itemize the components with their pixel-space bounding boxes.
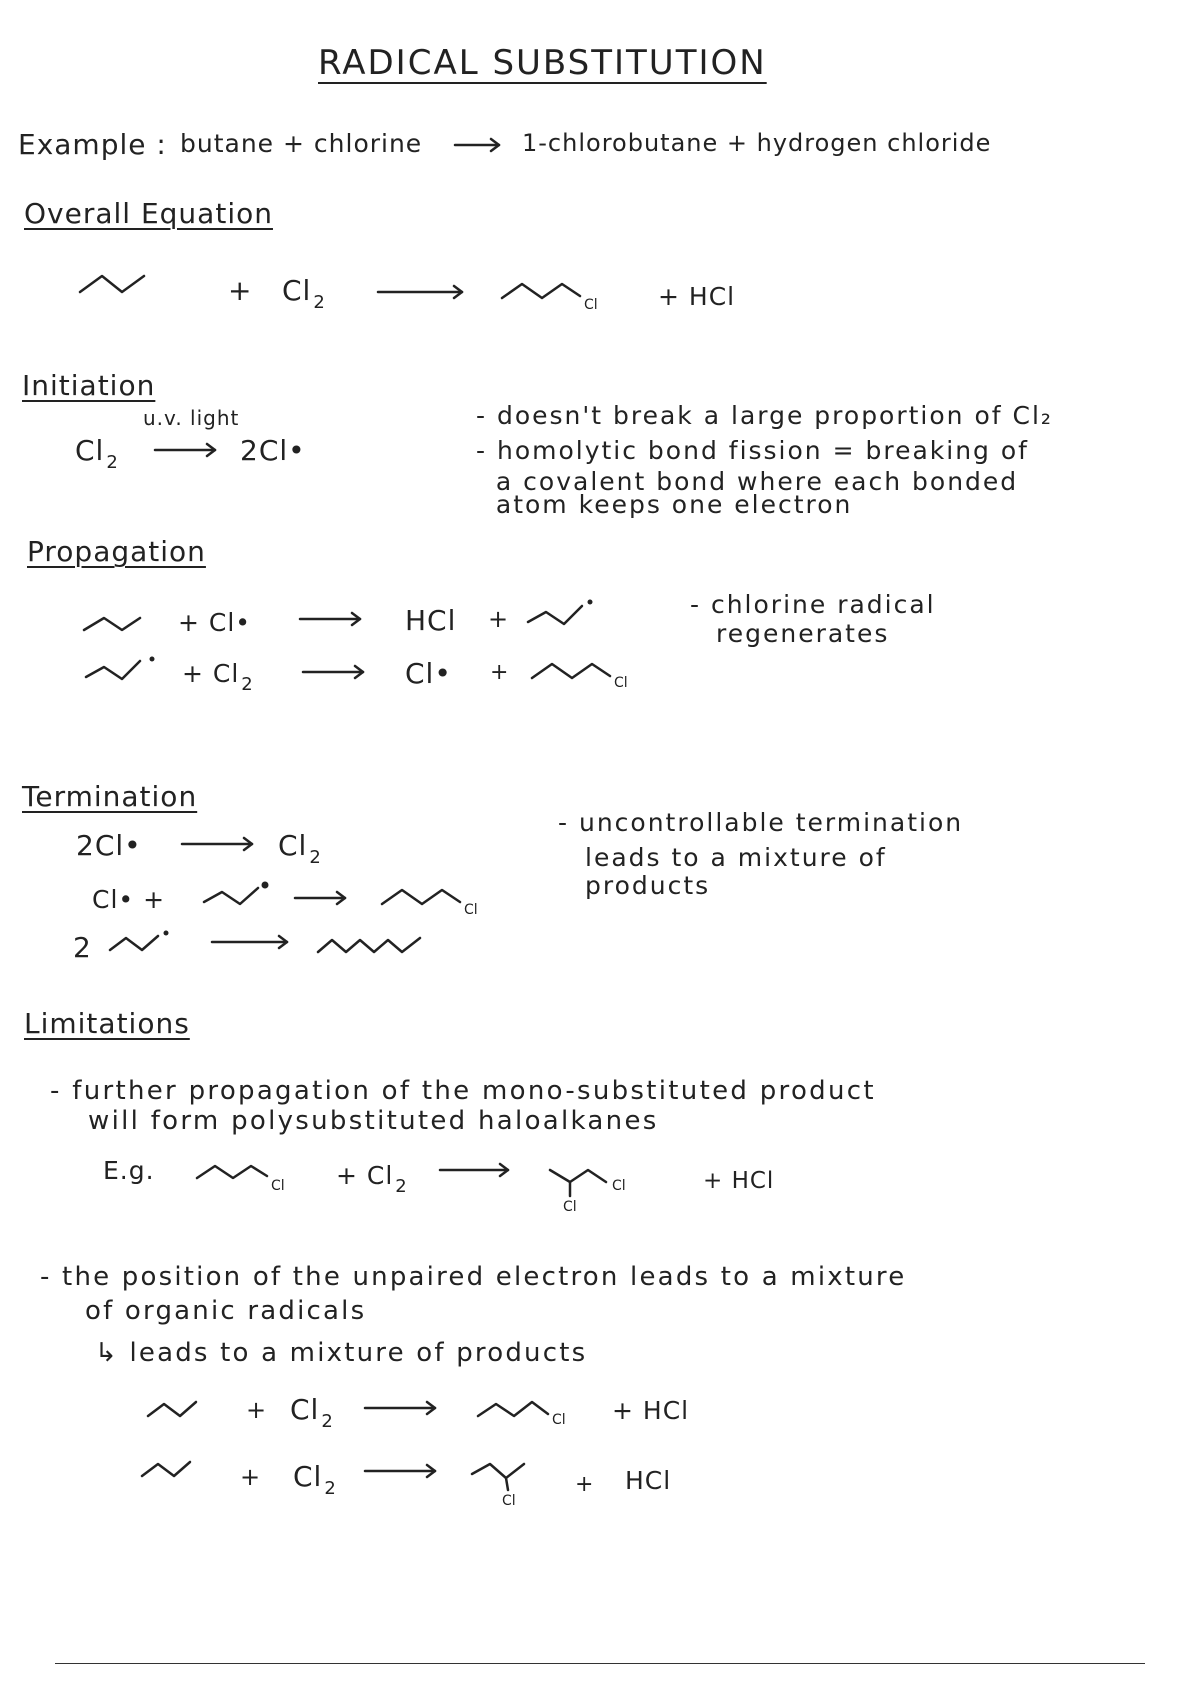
propagation-heading: Propagation [27, 535, 206, 568]
limitations-point2-line2: of organic radicals [85, 1296, 367, 1326]
eg-hcl: + HCl [703, 1168, 775, 1194]
svg-text:Cl: Cl [563, 1199, 577, 1215]
reaction-arrow [365, 1461, 440, 1481]
chlorobutane-skeletal [195, 1160, 305, 1200]
limit-eq2-plus: + [240, 1463, 262, 1491]
reaction-arrow [212, 932, 292, 952]
initiation-condition: u.v. light [143, 406, 240, 430]
propagation-eq2-product: Cl• [405, 657, 452, 690]
limit-eq1-chlorine: Cl $_2$ [290, 1393, 334, 1432]
termination-note-1: - uncontrollable termination [558, 808, 964, 837]
propagation-note-1: - chlorine radical [690, 590, 936, 619]
svg-text:Cl: Cl [502, 1493, 516, 1509]
bottom-rule [55, 1663, 1145, 1664]
example-reactants: butane + chlorine [180, 129, 423, 158]
propagation-eq2-reagent: + Cl $_2$ [182, 659, 254, 695]
svg-text:Cl: Cl [271, 1178, 285, 1194]
butyl-radical-skeletal [526, 598, 606, 638]
propagation-eq1-product: HCl [405, 604, 457, 637]
limit-eq2-plus-2: + [575, 1472, 595, 1497]
chlorobutane-skeletal [380, 880, 490, 920]
octane-skeletal [316, 932, 436, 962]
chlorobutane-skeletal [530, 656, 640, 696]
termination-note-2: leads to a mixture of [585, 843, 887, 872]
initiation-reactant: Cl $_2$ [75, 434, 119, 473]
reaction-arrow [300, 609, 365, 629]
initiation-heading: Initiation [22, 369, 156, 402]
reaction-arrow [295, 888, 350, 908]
overall-plus: + [228, 274, 253, 307]
termination-note-3: products [585, 871, 711, 900]
reaction-arrow [155, 440, 220, 460]
limitations-heading: Limitations [24, 1007, 190, 1040]
overall-chlorine: Cl $_2$ [282, 274, 326, 313]
termination-eq3-coefficient: 2 [73, 931, 92, 964]
initiation-note-2: - homolytic bond fission = breaking of [476, 436, 1029, 465]
eg-label: E.g. [103, 1156, 155, 1185]
butane-skeletal [78, 270, 158, 310]
2-chlorobutane-skeletal [470, 1460, 550, 1510]
overall-heading: Overall Equation [24, 197, 273, 230]
termination-eq1-reactant: 2Cl• [76, 829, 142, 862]
limit-eq2-chlorine: Cl $_2$ [293, 1460, 337, 1499]
svg-text:Cl: Cl [612, 1178, 626, 1194]
1-chlorobutane-skeletal [476, 1396, 576, 1432]
termination-heading: Termination [22, 780, 198, 813]
propagation-eq1-plus: + [488, 605, 510, 633]
propagation-eq2-plus: + [490, 660, 510, 685]
svg-text:Cl: Cl [584, 297, 598, 313]
reaction-arrow [365, 1398, 440, 1418]
limit-eq1-hcl: + HCl [612, 1396, 690, 1425]
limitations-point2-line1: - the position of the unpaired electron leads to a mixture [40, 1262, 907, 1292]
example-products: 1-chlorobutane + hydrogen chloride [522, 129, 992, 157]
butyl-radical-skeletal [202, 880, 282, 920]
page-title: RADICAL SUBSTITUTION [318, 43, 767, 83]
butyl-radical-skeletal [108, 928, 178, 964]
reaction-arrow [440, 1160, 515, 1180]
limitations-point1-line2: will form polysubstituted haloalkanes [88, 1106, 659, 1136]
butane-skeletal [146, 1398, 206, 1428]
initiation-note-3: a covalent bond where each bonded [476, 467, 1019, 496]
svg-text:Cl: Cl [464, 902, 478, 918]
initiation-product: 2Cl• [240, 434, 306, 467]
limit-eq1-plus: + [246, 1396, 268, 1424]
limitations-point1-line1: - further propagation of the mono-substituted product [50, 1076, 876, 1106]
reaction-arrow [378, 282, 468, 302]
reaction-arrow [303, 662, 368, 682]
svg-text:Cl: Cl [552, 1412, 566, 1428]
eg-reagent: + Cl $_2$ [336, 1161, 408, 1197]
butane-skeletal [140, 1458, 200, 1488]
overall-hcl: + HCl [658, 282, 736, 311]
chlorobutane-skeletal [500, 276, 610, 316]
butyl-radical-skeletal [84, 655, 174, 695]
propagation-note-2: regenerates [716, 619, 890, 648]
termination-eq1-product: Cl $_2$ [278, 829, 322, 868]
initiation-note-1: - doesn't break a large proportion of Cl₂ [476, 401, 1053, 430]
butane-skeletal [82, 612, 152, 642]
reaction-arrow [182, 834, 257, 854]
limit-eq2-hcl: HCl [625, 1466, 672, 1495]
reaction-arrow [455, 135, 505, 155]
termination-eq2-reactant: Cl• + [92, 885, 166, 914]
example-label: Example : [18, 128, 167, 161]
initiation-note-4: atom keeps one electron [476, 490, 853, 519]
limitations-point2-line3: ↳ leads to a mixture of products [95, 1338, 588, 1368]
svg-text:Cl: Cl [614, 675, 628, 691]
dichlorobutane-skeletal [548, 1162, 658, 1218]
propagation-eq1-reagent: + Cl• [178, 608, 252, 637]
